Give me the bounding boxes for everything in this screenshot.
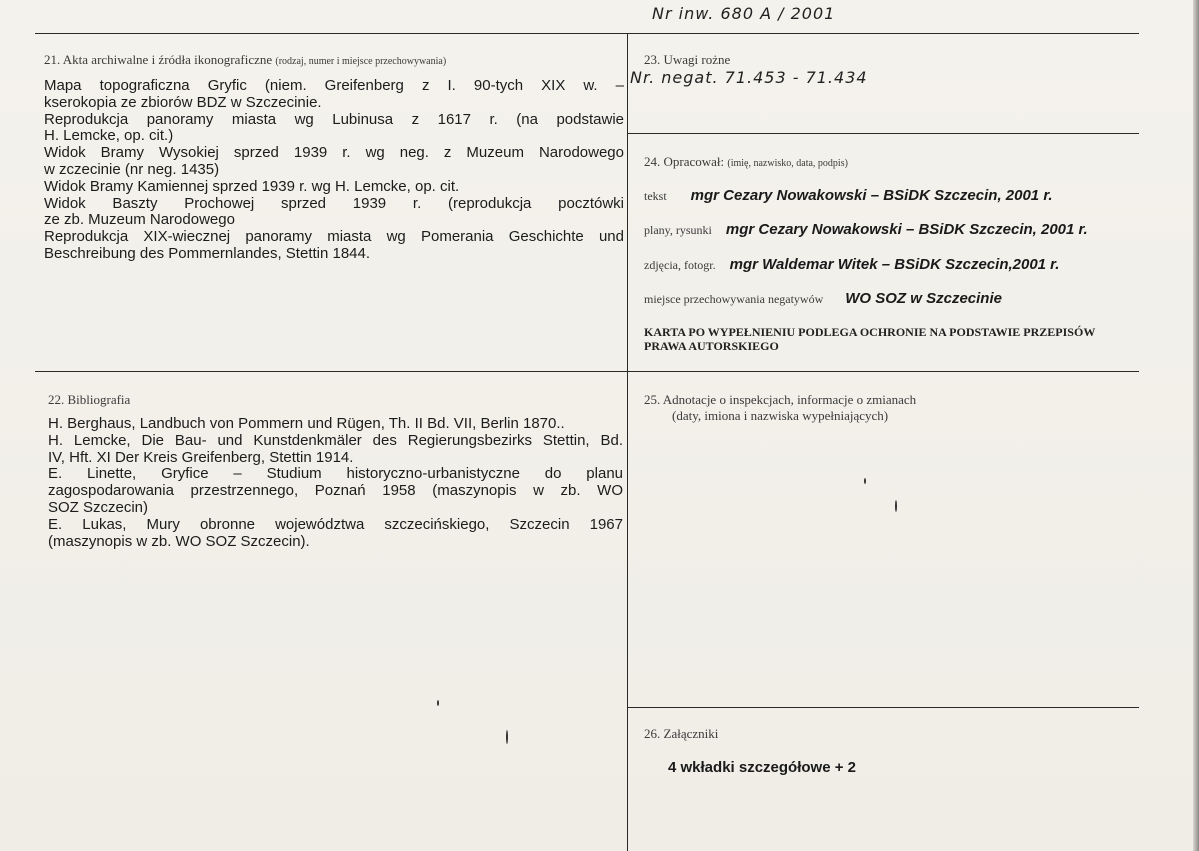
negatives-storage-label: miejsce przechowywania negatywów xyxy=(644,292,824,306)
author-photos-row xyxy=(644,256,1059,274)
divider-23-24 xyxy=(627,133,1139,134)
section22-content xyxy=(48,416,623,550)
scan-speck xyxy=(895,500,897,512)
section21-line: Widok Bramy Kamiennej sprzed 1939 r. wg H. Lemcke, op. cit. xyxy=(44,177,460,195)
scan-speck xyxy=(864,478,866,484)
section24-label xyxy=(644,154,848,170)
section24-title: 24. Opracował: xyxy=(644,154,725,169)
section21-line: Mapa topograficzna Gryfic (niem. Greifenberg z I. 90-tych XIX w. – xyxy=(44,77,624,94)
scan-speck xyxy=(437,700,439,706)
bibliography-line: (maszynopis w zb. WO SOZ Szczecin). xyxy=(48,532,310,550)
section26-label: 26. Załączniki xyxy=(644,726,719,741)
section21-line: Reprodukcja panoramy miasta wg Lubinusa z 1617 r. (na podstawie xyxy=(44,110,624,128)
author-plans-label: plany, rysunki xyxy=(644,223,712,237)
top-border xyxy=(35,33,1139,34)
section22-label: 22. Bibliografia xyxy=(48,392,131,407)
section21-label xyxy=(44,52,446,68)
author-text-value: mgr Cezary Nowakowski – BSiDK Szczecin, 2001 r. xyxy=(690,187,1053,204)
author-text-row xyxy=(644,187,1053,205)
section21-line: H. Lemcke, op. cit.) xyxy=(44,127,174,145)
section21-line: Beschreibung des Pommernlandes, Stettin 1844. xyxy=(44,244,371,262)
bibliography-line: H. Berghaus, Landbuch von Pommern und Rügen, Th. II Bd. VII, Berlin 1870.. xyxy=(48,415,565,432)
section21-line: Widok Bramy Wysokiej sprzed 1939 r. wg neg. z Muzeum Narodowego xyxy=(44,144,624,162)
negatives-storage-value: WO SOZ w Szczecinie xyxy=(845,290,1002,307)
divider-25-26 xyxy=(627,707,1139,708)
author-plans-row xyxy=(644,221,1088,239)
bibliography-line: SOZ Szczecin) xyxy=(48,498,149,516)
author-photos-label: zdjęcia, fotogr. xyxy=(644,258,716,272)
section23-label: 23. Uwagi rożne xyxy=(644,52,731,67)
section21-content xyxy=(44,78,624,263)
scan-edge xyxy=(1193,0,1199,851)
section24-subtitle: (imię, nazwisko, data, podpis) xyxy=(727,158,848,169)
middle-border xyxy=(35,371,1139,372)
section21-subtitle: (rodzaj, numer i miejsce przechowywania) xyxy=(275,56,447,67)
scan-speck xyxy=(506,730,508,744)
author-photos-value: mgr Waldemar Witek – BSiDK Szczecin,2001 r. xyxy=(729,256,1060,273)
author-plans-value: mgr Cezary Nowakowski – BSiDK Szczecin, 2001 r. xyxy=(725,221,1088,238)
negative-numbers-handwritten: Nr. negat. 71.453 - 71.434 xyxy=(630,68,868,87)
section21-line: kserokopia ze zbiorów BDZ w Szczecinie. xyxy=(44,93,322,111)
bibliography-line: zagospodarowania przestrzennego, Poznań 1958 (maszynopis w zb. WO xyxy=(48,482,623,500)
attachments-value: 4 wkładki szczegółowe + 2 xyxy=(668,759,856,776)
bibliography-line: H. Lemcke, Die Bau- und Kunstdenkmäler des Regierungsbezirks Stettin, Bd. xyxy=(48,431,623,449)
section21-title: 21. Akta archiwalne i źródła ikonograficzne xyxy=(44,52,273,67)
copyright-notice: KARTA PO WYPEŁNIENIU PODLEGA OCHRONIE NA PODSTAWIE PRZEPISÓW PRAWA AUTORSKIEGO xyxy=(644,325,1096,353)
section21-line: w zczecinie (nr neg. 1435) xyxy=(44,160,220,178)
author-text-label: tekst xyxy=(644,189,667,203)
column-divider xyxy=(627,33,628,851)
negatives-storage-row xyxy=(644,290,1002,308)
section21-line: Widok Baszty Prochowej sprzed 1939 r. (reprodukcja pocztówki xyxy=(44,194,624,212)
section21-line: ze zb. Muzeum Narodowego xyxy=(44,211,235,229)
bibliography-line: IV, Hft. XI Der Kreis Greifenberg, Stettin 1914. xyxy=(48,448,354,466)
bibliography-line: E. Linette, Gryfice – Studium historyczno-urbanistyczne do planu xyxy=(48,465,623,483)
section21-line: Reprodukcja XIX-wiecznej panoramy miasta wg Pomerania Geschichte und xyxy=(44,228,624,246)
section25-sublabel: (daty, imiona i nazwiska wypełniających) xyxy=(672,408,889,423)
inventory-note: Nr inw. 680 A / 2001 xyxy=(652,4,836,23)
section25-label: 25. Adnotacje o inspekcjach, informacje o zmianach xyxy=(644,392,917,407)
bibliography-line: E. Lukas, Mury obronne województwa szczecińskiego, Szczecin 1967 xyxy=(48,515,623,533)
